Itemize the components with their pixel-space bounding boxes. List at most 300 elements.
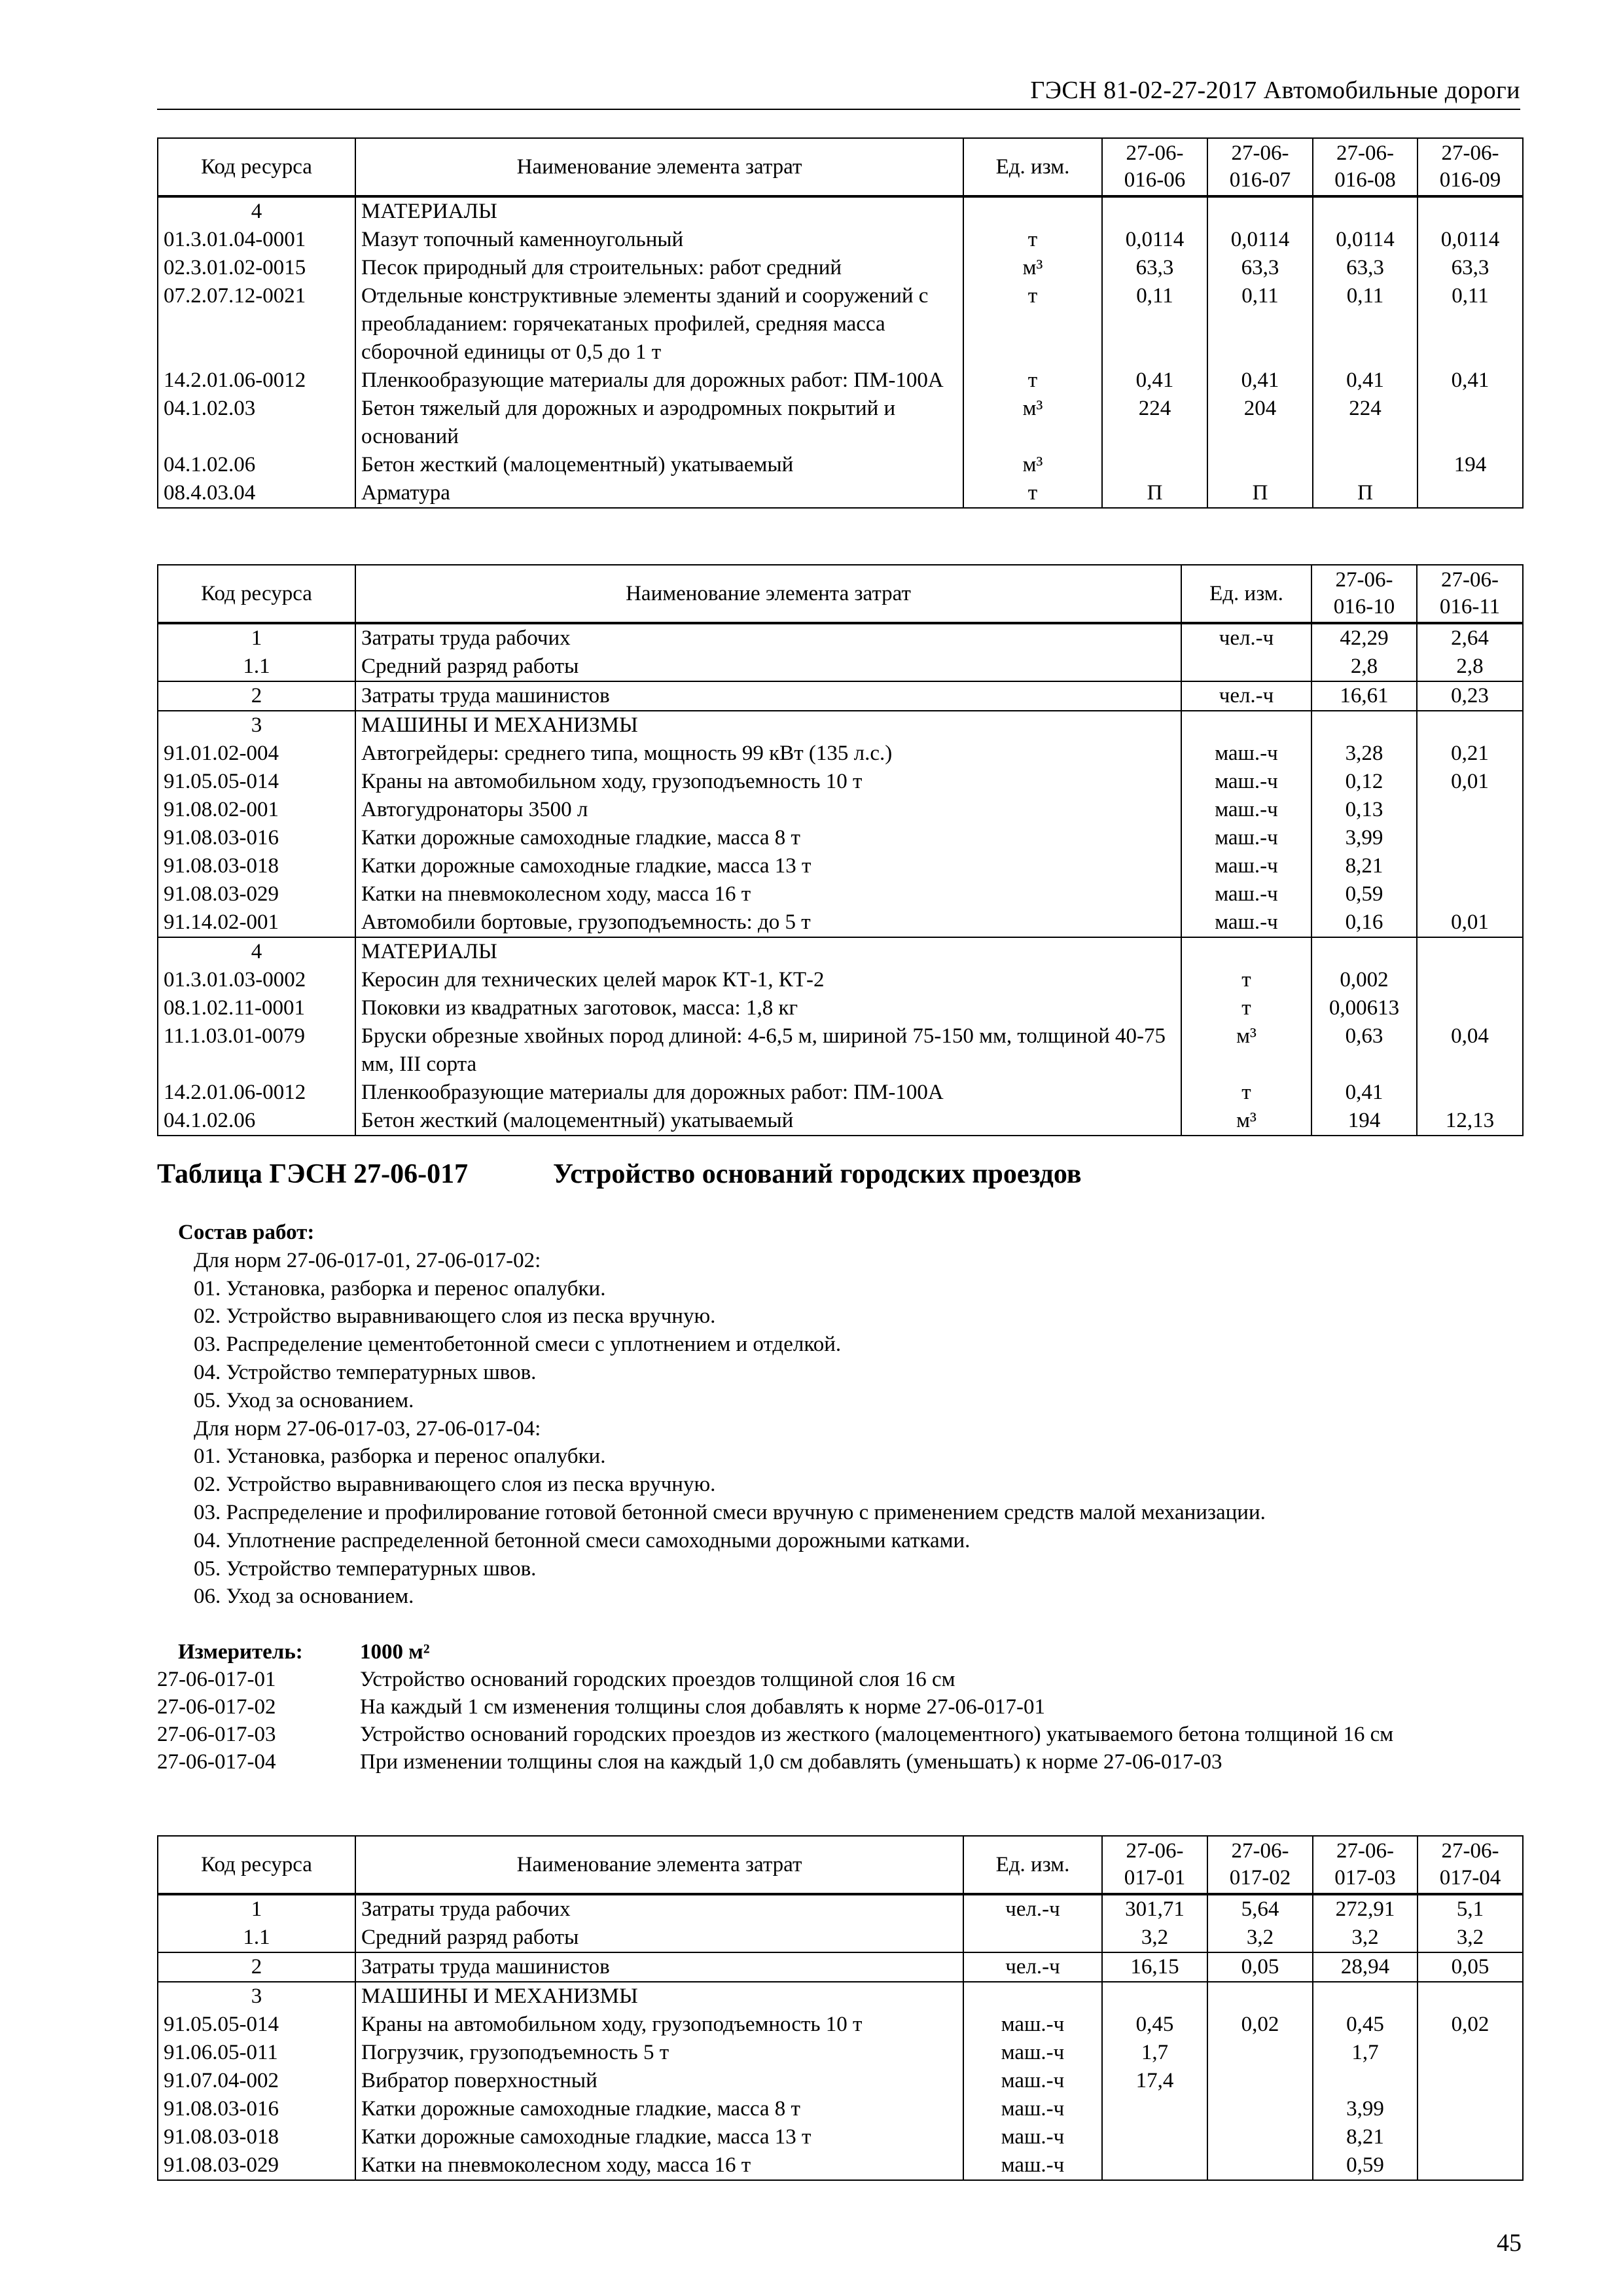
page-number: 45 bbox=[1497, 2229, 1522, 2257]
unit: маш.-ч bbox=[1181, 880, 1311, 908]
resource-code: 2 bbox=[158, 1952, 355, 1982]
norm-description: Устройство оснований городских проездов толщиной слоя 16 см bbox=[360, 1668, 955, 1691]
composition-line: 02. Устройство выравнивающего слоя из песка вручную. bbox=[194, 1473, 716, 1497]
resource-code: 91.06.05-011 bbox=[158, 2039, 355, 2067]
norm-value bbox=[1417, 796, 1523, 824]
norm-value bbox=[1207, 2067, 1313, 2095]
resource-table-017 bbox=[157, 1835, 1524, 2181]
resource-code: 2 bbox=[158, 681, 355, 711]
table-row bbox=[158, 740, 1523, 768]
table-row bbox=[158, 196, 1523, 226]
norm-value: 0,0114 bbox=[1418, 226, 1523, 254]
resource-name: Погрузчик, грузоподъемность 5 т bbox=[355, 2039, 963, 2067]
norm-value bbox=[1418, 395, 1523, 451]
norm-code: 27-06-017-04 bbox=[157, 1750, 276, 1774]
resource-name: Затраты труда машинистов bbox=[355, 1952, 963, 1982]
table-row bbox=[158, 367, 1523, 395]
composition-line: 06. Уход за основанием. bbox=[194, 1585, 414, 1609]
norm-value: 63,3 bbox=[1418, 254, 1523, 282]
column-code-bottom: 017-01 bbox=[1124, 1866, 1186, 1890]
column-header-code bbox=[1313, 138, 1418, 196]
norm-value: 3,99 bbox=[1313, 2095, 1418, 2123]
norm-value: 0,05 bbox=[1207, 1952, 1313, 1982]
column-code-bottom: 017-03 bbox=[1334, 1866, 1396, 1890]
column-header: Наименование элемента затрат bbox=[355, 138, 963, 196]
norm-description: При изменении толщины слоя на каждый 1,0 см добавлять (уменьшать) к норме 27-06-017-03 bbox=[360, 1750, 1222, 1774]
composition-line: 04. Уплотнение распределенной бетонной смеси самоходными дорожными катками. bbox=[194, 1528, 971, 1552]
norm-value: 1,7 bbox=[1102, 2039, 1207, 2067]
column-code-bottom: 016-11 bbox=[1439, 595, 1501, 619]
resource-code: 02.3.01.02-0015 bbox=[158, 254, 355, 282]
table-row bbox=[158, 282, 1523, 367]
running-header: ГЭСН 81-02-27-2017 Автомобильные дороги bbox=[1030, 77, 1520, 104]
norm-value: 0,01 bbox=[1417, 908, 1523, 937]
measure-item bbox=[157, 1666, 1518, 1693]
resource-code: 1 bbox=[158, 623, 355, 653]
column-header-code bbox=[1102, 1836, 1207, 1894]
composition-line: 03. Распределение и профилирование готовой бетонной смеси вручную с применением средств малой механизации. bbox=[194, 1500, 1266, 1524]
resource-name: Катки дорожные самоходные гладкие, масса 13 т bbox=[355, 852, 1181, 880]
unit: маш.-ч bbox=[1181, 740, 1311, 768]
unit: м³ bbox=[1181, 1107, 1311, 1136]
table-title-name: Устройство оснований городских проездов bbox=[553, 1159, 1082, 1189]
norm-value bbox=[1417, 852, 1523, 880]
table-row bbox=[158, 1982, 1523, 2011]
norm-value bbox=[1102, 2123, 1207, 2151]
column-code-bottom: 017-02 bbox=[1229, 1866, 1291, 1890]
norm-value: 3,2 bbox=[1418, 1924, 1523, 1952]
resource-name: Затраты труда машинистов bbox=[355, 681, 1181, 711]
resource-code: 01.3.01.03-0002 bbox=[158, 966, 355, 994]
table-row bbox=[158, 796, 1523, 824]
measure-value: 1000 м² bbox=[360, 1640, 430, 1664]
table-row bbox=[158, 1022, 1523, 1079]
resource-code: 91.08.03-016 bbox=[158, 824, 355, 852]
composition-line: 05. Уход за основанием. bbox=[194, 1388, 414, 1412]
norm-value bbox=[1418, 479, 1523, 508]
norm-value: 0,12 bbox=[1311, 768, 1417, 796]
resource-code: 91.14.02-001 bbox=[158, 908, 355, 937]
composition-heading: Состав работ: bbox=[178, 1221, 315, 1244]
column-code-top: 27-06- bbox=[1231, 141, 1289, 165]
norm-value: 0,04 bbox=[1417, 1022, 1523, 1079]
table-row bbox=[158, 2067, 1523, 2095]
column-code-bottom: 016-08 bbox=[1334, 168, 1396, 192]
unit: маш.-ч bbox=[963, 2067, 1102, 2095]
norm-value bbox=[1207, 2039, 1313, 2067]
composition-line: 02. Устройство выравнивающего слоя из песка вручную. bbox=[194, 1304, 716, 1329]
unit bbox=[963, 1924, 1102, 1952]
resource-code: 91.05.05-014 bbox=[158, 2011, 355, 2039]
column-header: Наименование элемента затрат bbox=[355, 565, 1181, 623]
unit bbox=[1181, 937, 1311, 966]
resource-name: МАШИНЫ И МЕХАНИЗМЫ bbox=[355, 711, 1181, 740]
norm-value: 63,3 bbox=[1313, 254, 1418, 282]
resource-name: Катки дорожные самоходные гладкие, масса 8 т bbox=[355, 824, 1181, 852]
unit: м³ bbox=[963, 451, 1102, 479]
resource-name: Краны на автомобильном ходу, грузоподъемность 10 т bbox=[355, 2011, 963, 2039]
norm-value: П bbox=[1207, 479, 1313, 508]
norm-value: 0,02 bbox=[1207, 2011, 1313, 2039]
norm-value: П bbox=[1313, 479, 1418, 508]
table-row bbox=[158, 768, 1523, 796]
norm-value bbox=[1102, 451, 1207, 479]
norm-value bbox=[1102, 196, 1207, 226]
norm-value: 301,71 bbox=[1102, 1894, 1207, 1924]
norm-value: 204 bbox=[1207, 395, 1313, 451]
table-row bbox=[158, 2095, 1523, 2123]
unit bbox=[1181, 653, 1311, 681]
resource-name: Отдельные конструктивные элементы зданий и сооружений с преобладанием: горячекатаных профилей, средняя масса сборочной единицы от 0,5 до 1 т bbox=[355, 282, 963, 367]
unit: маш.-ч bbox=[1181, 768, 1311, 796]
column-header: Ед. изм. bbox=[963, 138, 1102, 196]
norm-value: 0,002 bbox=[1311, 966, 1417, 994]
unit: чел.-ч bbox=[1181, 681, 1311, 711]
header-row bbox=[158, 138, 1523, 196]
resource-name: Бетон тяжелый для дорожных и аэродромных покрытий и оснований bbox=[355, 395, 963, 451]
norm-value bbox=[1418, 2095, 1523, 2123]
norm-value bbox=[1417, 966, 1523, 994]
norm-value: 3,28 bbox=[1311, 740, 1417, 768]
column-header: Код ресурса bbox=[158, 138, 355, 196]
resource-code: 14.2.01.06-0012 bbox=[158, 367, 355, 395]
table-row bbox=[158, 908, 1523, 937]
resource-code: 08.1.02.11-0001 bbox=[158, 994, 355, 1022]
column-header: Код ресурса bbox=[158, 1836, 355, 1894]
resource-code: 91.07.04-002 bbox=[158, 2067, 355, 2095]
norm-value bbox=[1207, 196, 1313, 226]
norm-value bbox=[1417, 994, 1523, 1022]
table-row bbox=[158, 1079, 1523, 1107]
resource-name: МАТЕРИАЛЫ bbox=[355, 196, 963, 226]
norm-code: 27-06-017-03 bbox=[157, 1723, 276, 1746]
norm-value: П bbox=[1102, 479, 1207, 508]
norm-value: 63,3 bbox=[1207, 254, 1313, 282]
column-code-top: 27-06- bbox=[1231, 1839, 1289, 1863]
column-code-top: 27-06- bbox=[1126, 1839, 1184, 1863]
norm-value bbox=[1418, 2067, 1523, 2095]
norm-value bbox=[1207, 2123, 1313, 2151]
resource-name: МАТЕРИАЛЫ bbox=[355, 937, 1181, 966]
resource-name: Песок природный для строительных: работ средний bbox=[355, 254, 963, 282]
norm-value: 1,7 bbox=[1313, 2039, 1418, 2067]
norm-value bbox=[1207, 451, 1313, 479]
table-row bbox=[158, 1107, 1523, 1136]
norm-value: 0,16 bbox=[1311, 908, 1417, 937]
norm-description: На каждый 1 см изменения толщины слоя добавлять к норме 27-06-017-01 bbox=[360, 1695, 1045, 1719]
table-row bbox=[158, 2039, 1523, 2067]
norm-value: 0,23 bbox=[1417, 681, 1523, 711]
table-row bbox=[158, 852, 1523, 880]
column-code-bottom: 017-04 bbox=[1439, 1866, 1501, 1890]
column-header: Код ресурса bbox=[158, 565, 355, 623]
column-header: Наименование элемента затрат bbox=[355, 1836, 963, 1894]
norm-value: 63,3 bbox=[1102, 254, 1207, 282]
norm-value bbox=[1418, 196, 1523, 226]
measure-block bbox=[157, 1638, 1518, 1776]
unit: т bbox=[1181, 966, 1311, 994]
resource-name: Затраты труда рабочих bbox=[355, 1894, 963, 1924]
norm-value: 0,45 bbox=[1313, 2011, 1418, 2039]
measure-label: Измеритель: bbox=[178, 1640, 303, 1664]
unit: м³ bbox=[963, 254, 1102, 282]
resource-code: 91.08.03-029 bbox=[158, 2151, 355, 2180]
column-code-top: 27-06- bbox=[1336, 1839, 1394, 1863]
table-row bbox=[158, 1952, 1523, 1982]
norm-value: 3,2 bbox=[1313, 1924, 1418, 1952]
resource-name: Автомобили бортовые, грузоподъемность: до 5 т bbox=[355, 908, 1181, 937]
resource-name: Пленкообразующие материалы для дорожных работ: ПМ-100А bbox=[355, 367, 963, 395]
table-row bbox=[158, 681, 1523, 711]
norm-value bbox=[1417, 937, 1523, 966]
header-row bbox=[158, 565, 1523, 623]
column-code-bottom: 016-10 bbox=[1333, 595, 1395, 619]
resource-code: 04.1.02.03 bbox=[158, 395, 355, 451]
resource-code: 4 bbox=[158, 937, 355, 966]
resource-name: Автогудронаторы 3500 л bbox=[355, 796, 1181, 824]
resource-code: 4 bbox=[158, 196, 355, 226]
column-header-code bbox=[1417, 565, 1523, 623]
composition-line: 01. Установка, разборка и перенос опалубки. bbox=[194, 1444, 606, 1469]
unit: т bbox=[963, 367, 1102, 395]
resource-name: Бруски обрезные хвойных пород длиной: 4-6,5 м, шириной 75-150 мм, толщиной 40-75 мм, III сорта bbox=[355, 1022, 1181, 1079]
resource-code: 01.3.01.04-0001 bbox=[158, 226, 355, 254]
column-code-bottom: 016-06 bbox=[1124, 168, 1186, 192]
unit: т bbox=[963, 282, 1102, 367]
unit bbox=[963, 196, 1102, 226]
norm-code: 27-06-017-02 bbox=[157, 1695, 276, 1719]
norm-value: 5,64 bbox=[1207, 1894, 1313, 1924]
norm-value bbox=[1313, 2067, 1418, 2095]
resource-table-016-06-09 bbox=[157, 137, 1524, 509]
column-code-top: 27-06- bbox=[1441, 1839, 1499, 1863]
resource-name: Катки на пневмоколесном ходу, масса 16 т bbox=[355, 880, 1181, 908]
unit: маш.-ч bbox=[963, 2039, 1102, 2067]
norm-value: 2,8 bbox=[1417, 653, 1523, 681]
table-row bbox=[158, 824, 1523, 852]
norm-value: 0,41 bbox=[1311, 1079, 1417, 1107]
norm-value: 0,00613 bbox=[1311, 994, 1417, 1022]
norm-value bbox=[1311, 937, 1417, 966]
column-header: Ед. изм. bbox=[963, 1836, 1102, 1894]
norm-value: 17,4 bbox=[1102, 2067, 1207, 2095]
norm-value: 0,01 bbox=[1417, 768, 1523, 796]
resource-code: 91.08.03-029 bbox=[158, 880, 355, 908]
norm-code: 27-06-017-01 bbox=[157, 1668, 276, 1691]
unit: т bbox=[963, 479, 1102, 508]
norm-value: 0,41 bbox=[1207, 367, 1313, 395]
resource-code: 07.2.07.12-0021 bbox=[158, 282, 355, 367]
norm-value bbox=[1313, 1982, 1418, 2011]
resource-code: 91.05.05-014 bbox=[158, 768, 355, 796]
norm-value bbox=[1313, 196, 1418, 226]
norm-value: 0,41 bbox=[1313, 367, 1418, 395]
norm-value bbox=[1207, 2151, 1313, 2180]
resource-name: Катки дорожные самоходные гладкие, масса 13 т bbox=[355, 2123, 963, 2151]
work-composition bbox=[178, 1219, 1266, 1611]
resource-name: Керосин для технических целей марок КТ-1, КТ-2 bbox=[355, 966, 1181, 994]
unit: т bbox=[1181, 1079, 1311, 1107]
measure-item bbox=[157, 1748, 1518, 1776]
resource-name: Краны на автомобильном ходу, грузоподъемность 10 т bbox=[355, 768, 1181, 796]
norm-value: 0,11 bbox=[1313, 282, 1418, 367]
resource-name: Бетон жесткий (малоцементный) укатываемый bbox=[355, 451, 963, 479]
norm-value bbox=[1418, 1982, 1523, 2011]
unit: маш.-ч bbox=[963, 2151, 1102, 2180]
resource-code: 04.1.02.06 bbox=[158, 451, 355, 479]
resource-table-016-10-11 bbox=[157, 564, 1524, 1136]
table-title-code: Таблица ГЭСН 27-06-017 bbox=[157, 1159, 469, 1189]
composition-line: 04. Устройство температурных швов. bbox=[194, 1360, 537, 1384]
norm-value: 0,0114 bbox=[1102, 226, 1207, 254]
column-header-code bbox=[1102, 138, 1207, 196]
table-row bbox=[158, 395, 1523, 451]
unit: маш.-ч bbox=[1181, 852, 1311, 880]
table-row bbox=[158, 1924, 1523, 1952]
measure-item bbox=[157, 1721, 1518, 1748]
table-row bbox=[158, 711, 1523, 740]
unit: маш.-ч bbox=[1181, 824, 1311, 852]
norm-value bbox=[1417, 880, 1523, 908]
table-row bbox=[158, 254, 1523, 282]
table-row bbox=[158, 2151, 1523, 2180]
column-header-code bbox=[1207, 1836, 1313, 1894]
norm-value bbox=[1418, 2151, 1523, 2180]
norm-value: 3,2 bbox=[1207, 1924, 1313, 1952]
resource-code: 91.08.03-018 bbox=[158, 2123, 355, 2151]
composition-line: 05. Устройство температурных швов. bbox=[194, 1556, 537, 1581]
unit bbox=[1181, 711, 1311, 740]
column-header-code bbox=[1313, 1836, 1418, 1894]
column-code-bottom: 016-09 bbox=[1439, 168, 1501, 192]
norm-value: 5,1 bbox=[1418, 1894, 1523, 1924]
column-header-code bbox=[1418, 1836, 1523, 1894]
norm-value bbox=[1417, 824, 1523, 852]
resource-code: 04.1.02.06 bbox=[158, 1107, 355, 1136]
column-header-code bbox=[1207, 138, 1313, 196]
resource-code: 3 bbox=[158, 711, 355, 740]
table-row bbox=[158, 994, 1523, 1022]
norm-value: 0,59 bbox=[1313, 2151, 1418, 2180]
norm-value: 0,41 bbox=[1418, 367, 1523, 395]
norm-value: 224 bbox=[1313, 395, 1418, 451]
table-row bbox=[158, 479, 1523, 508]
column-code-top: 27-06- bbox=[1335, 568, 1393, 592]
unit: м³ bbox=[963, 395, 1102, 451]
norm-value bbox=[1313, 451, 1418, 479]
norm-value: 0,45 bbox=[1102, 2011, 1207, 2039]
norm-value bbox=[1418, 2123, 1523, 2151]
resource-name: Поковки из квадратных заготовок, масса: 1,8 кг bbox=[355, 994, 1181, 1022]
column-code-bottom: 016-07 bbox=[1229, 168, 1291, 192]
norm-value: 42,29 bbox=[1311, 623, 1417, 653]
column-code-top: 27-06- bbox=[1441, 141, 1499, 165]
table-row bbox=[158, 937, 1523, 966]
unit: чел.-ч bbox=[963, 1952, 1102, 1982]
norm-value: 2,8 bbox=[1311, 653, 1417, 681]
table-row bbox=[158, 653, 1523, 681]
norm-value: 0,11 bbox=[1102, 282, 1207, 367]
norm-value: 8,21 bbox=[1313, 2123, 1418, 2151]
norm-value: 0,41 bbox=[1102, 367, 1207, 395]
norm-value: 0,0114 bbox=[1207, 226, 1313, 254]
norm-value: 0,59 bbox=[1311, 880, 1417, 908]
norm-value bbox=[1418, 2039, 1523, 2067]
composition-line: Для норм 27-06-017-03, 27-06-017-04: bbox=[194, 1416, 541, 1441]
table-row bbox=[158, 623, 1523, 653]
unit: маш.-ч bbox=[963, 2123, 1102, 2151]
norm-value: 0,13 bbox=[1311, 796, 1417, 824]
resource-name: Катки на пневмоколесном ходу, масса 16 т bbox=[355, 2151, 963, 2180]
norm-value bbox=[1417, 1079, 1523, 1107]
norm-value: 28,94 bbox=[1313, 1952, 1418, 1982]
column-code-top: 27-06- bbox=[1126, 141, 1184, 165]
norm-value: 0,21 bbox=[1417, 740, 1523, 768]
resource-name: Средний разряд работы bbox=[355, 653, 1181, 681]
composition-line: 01. Установка, разборка и перенос опалубки. bbox=[194, 1276, 606, 1300]
header-rule bbox=[157, 109, 1520, 110]
norm-value: 194 bbox=[1418, 451, 1523, 479]
resource-name: Пленкообразующие материалы для дорожных работ: ПМ-100А bbox=[355, 1079, 1181, 1107]
norm-value: 272,91 bbox=[1313, 1894, 1418, 1924]
norm-value: 0,11 bbox=[1418, 282, 1523, 367]
resource-code: 91.01.02-004 bbox=[158, 740, 355, 768]
resource-code: 1 bbox=[158, 1894, 355, 1924]
unit: чел.-ч bbox=[1181, 623, 1311, 653]
norm-value: 16,61 bbox=[1311, 681, 1417, 711]
resource-code: 1.1 bbox=[158, 1924, 355, 1952]
table-row bbox=[158, 2011, 1523, 2039]
column-code-top: 27-06- bbox=[1441, 568, 1499, 592]
column-header-code bbox=[1418, 138, 1523, 196]
norm-value: 0,05 bbox=[1418, 1952, 1523, 1982]
norm-value: 3,2 bbox=[1102, 1924, 1207, 1952]
resource-name: Катки дорожные самоходные гладкие, масса 8 т bbox=[355, 2095, 963, 2123]
resource-code: 91.08.02-001 bbox=[158, 796, 355, 824]
composition-line: Для норм 27-06-017-01, 27-06-017-02: bbox=[194, 1248, 541, 1272]
resource-code: 91.08.03-018 bbox=[158, 852, 355, 880]
resource-name: Автогрейдеры: среднего типа, мощность 99 кВт (135 л.с.) bbox=[355, 740, 1181, 768]
norm-value: 3,99 bbox=[1311, 824, 1417, 852]
norm-value: 0,11 bbox=[1207, 282, 1313, 367]
resource-code: 08.4.03.04 bbox=[158, 479, 355, 508]
norm-value: 194 bbox=[1311, 1107, 1417, 1136]
resource-name: Арматура bbox=[355, 479, 963, 508]
resource-name: Мазут топочный каменноугольный bbox=[355, 226, 963, 254]
table-row bbox=[158, 880, 1523, 908]
measure-item bbox=[157, 1693, 1518, 1721]
norm-value bbox=[1207, 2095, 1313, 2123]
norm-value bbox=[1102, 2151, 1207, 2180]
norm-value bbox=[1102, 1982, 1207, 2011]
norm-value: 2,64 bbox=[1417, 623, 1523, 653]
resource-name: Бетон жесткий (малоцементный) укатываемый bbox=[355, 1107, 1181, 1136]
unit: чел.-ч bbox=[963, 1894, 1102, 1924]
unit: маш.-ч bbox=[963, 2095, 1102, 2123]
table-row bbox=[158, 2123, 1523, 2151]
resource-code: 1.1 bbox=[158, 653, 355, 681]
unit: маш.-ч bbox=[1181, 796, 1311, 824]
composition-line: 03. Распределение цементобетонной смеси с уплотнением и отделкой. bbox=[194, 1333, 842, 1357]
norm-value: 0,0114 bbox=[1313, 226, 1418, 254]
norm-description: Устройство оснований городских проездов из жесткого (малоцементного) укатываемого бетона толщиной 16 см bbox=[360, 1723, 1394, 1746]
table-row bbox=[158, 226, 1523, 254]
resource-code: 14.2.01.06-0012 bbox=[158, 1079, 355, 1107]
column-code-top: 27-06- bbox=[1336, 141, 1394, 165]
resource-code: 3 bbox=[158, 1982, 355, 2011]
norm-value: 8,21 bbox=[1311, 852, 1417, 880]
norm-value: 0,02 bbox=[1418, 2011, 1523, 2039]
